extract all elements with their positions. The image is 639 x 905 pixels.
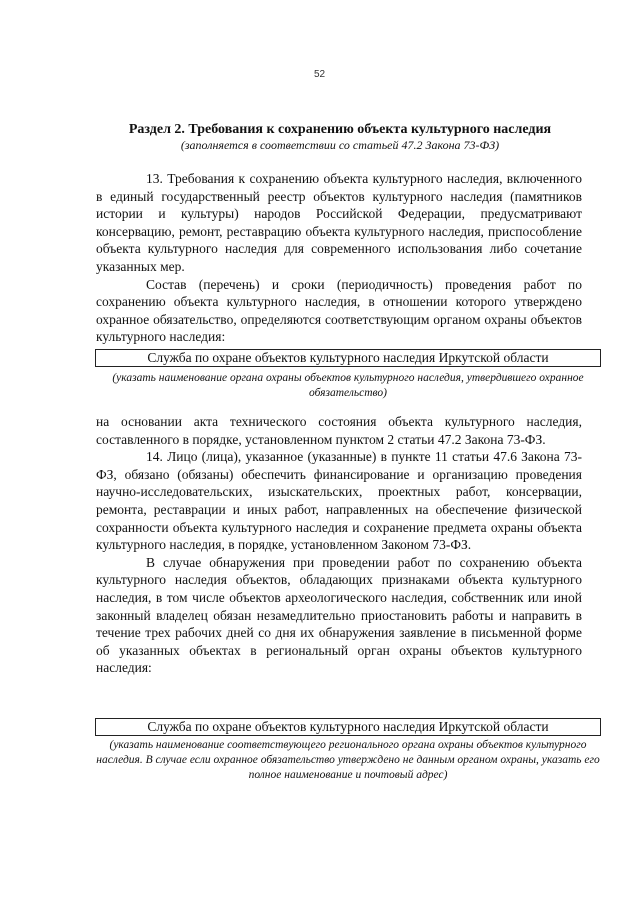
- page-number: 52: [313, 69, 326, 80]
- basis-text: на основании акта технического состояния объекта культурного наследия, составленного в порядке, установленном пунктом 2 статьи 47.2 Закона 73-ФЗ.: [96, 414, 582, 447]
- clause-13-text: 13. Требования к сохранению объекта культурного наследия, включенного в единый государственный реестр объектов культурного наследия (памятников истории и культуры) народов Российской Федерации, предусматривают консервацию, ремонт, реставрацию объекта культурного наследия, приспособление объекта культурного наследия для современного использования либо сочетание указанных мер.: [96, 171, 582, 274]
- regional-authority-caption: (указать наименование соответствующего регионального органа охраны объектов культурного наследия. В случае если охранное обязательство утверждено не данным органом охраны, указать его полное наименование и почтовый адрес): [96, 739, 600, 781]
- protection-authority-field: Служба по охране объектов культурного наследия Иркутской области: [95, 349, 601, 367]
- protection-authority-caption: (указать наименование органа охраны объектов культурного наследия, утвердившего охранное обязательство): [112, 372, 584, 399]
- discovery-text: В случае обнаружения при проведении работ по сохранению объекта культурного наследия объектов, обладающих признаками объекта культурного наследия, в том числе объектов археологического наследия, собственник или иной законный владелец обязан незамедлительно приостановить работы и направить в течение трех рабочих дней со дня их обнаружения заявление в письменной форме об указанных объектах в региональный орган охраны объектов культурного наследия:: [96, 554, 582, 676]
- clause-14-block: [96, 413, 582, 677]
- section-title: Раздел 2. Требования к сохранению объекта культурного наследия: [128, 122, 552, 137]
- regional-authority-field: Служба по охране объектов культурного наследия Иркутской области: [95, 718, 601, 736]
- clause-13-block: [96, 170, 582, 346]
- composition-text: Состав (перечень) и сроки (периодичность) проведения работ по сохранению объекта культурного наследия, в отношении которого утверждено охранное обязательство, определяются соответствующим органом охраны объектов культурного наследия:: [96, 276, 582, 345]
- clause-14-text: 14. Лицо (лица), указанное (указанные) в пункте 11 статьи 47.6 Закона 73-ФЗ, обязано (обязаны) обеспечить финансирование и организацию проведения научно-исследовательских, изыскательских, проектных работ, консервации, ремонта, реставрации и иных работ, направленных на обеспечение физической сохранности объекта культурного наследия и сохранение предмета охраны объекта культурного наследия, в порядке, установленном Законом 73-ФЗ.: [96, 449, 582, 553]
- section-subtitle: (заполняется в соответствии со статьей 47.2 Закона 73-ФЗ): [180, 138, 500, 152]
